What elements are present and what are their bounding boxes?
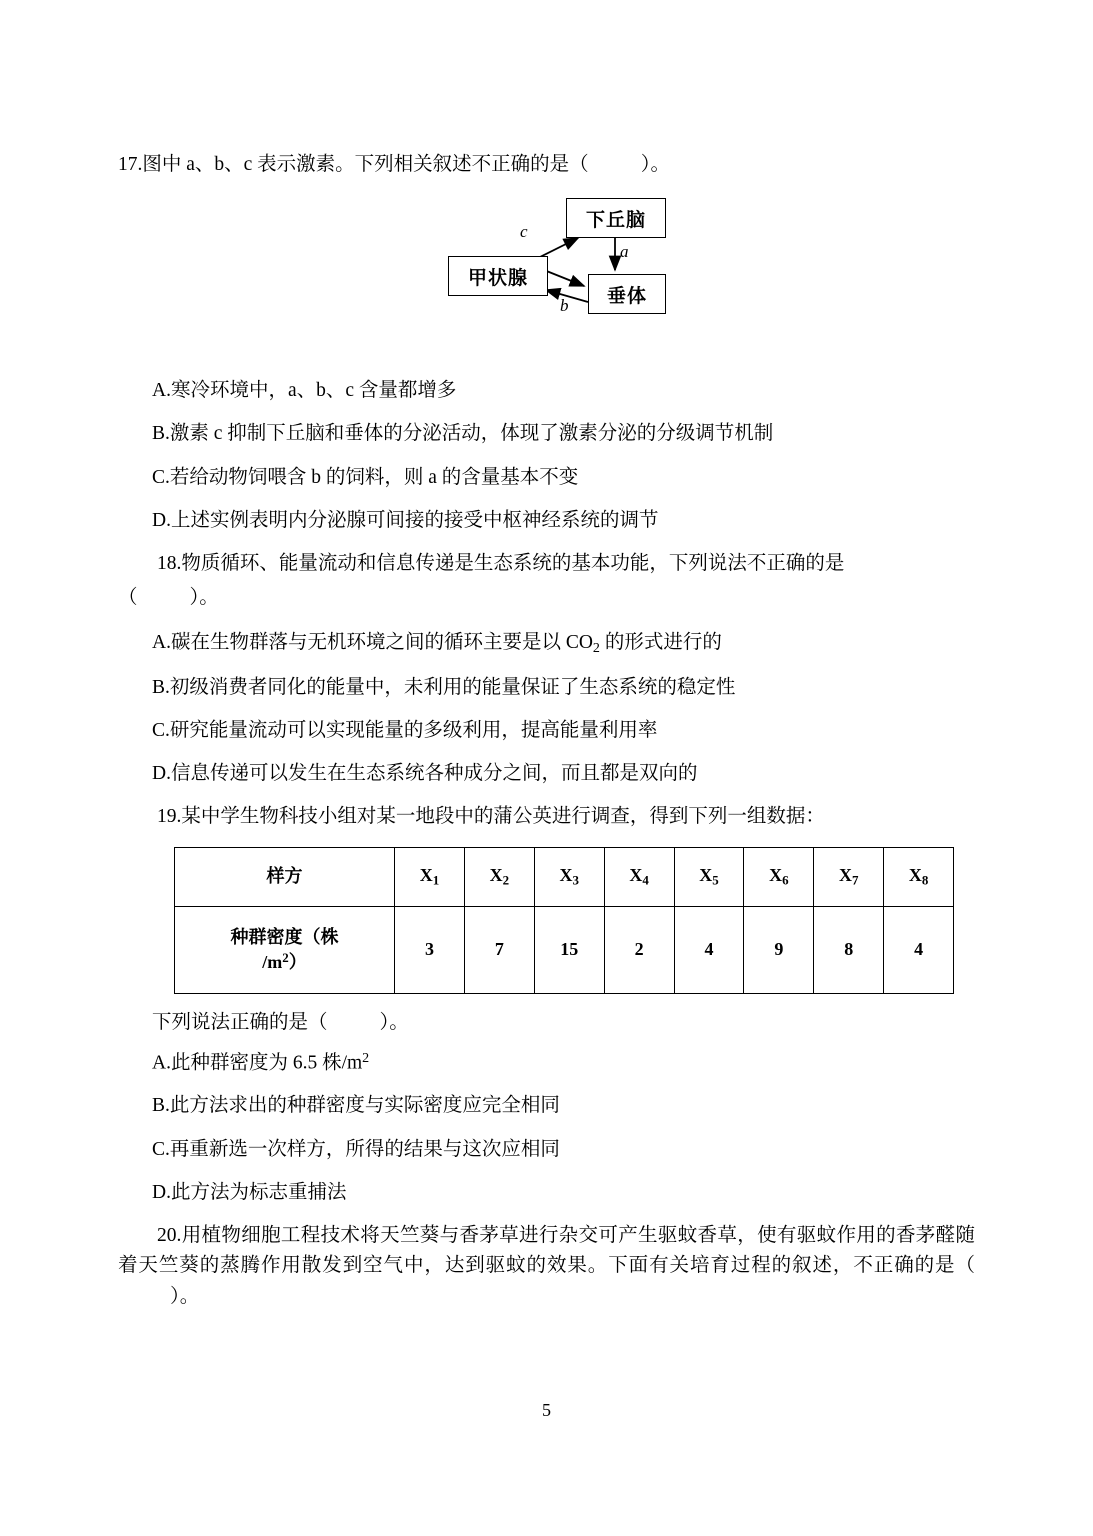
question-18-stem-text: 18.物质循环、能量流动和信息传递是生态系统的基本功能，下列说法不正确的是 [157, 553, 845, 575]
hormone-regulation-diagram [448, 194, 708, 354]
table-cell-x3: 15 [534, 906, 604, 993]
table-col-x5: $X_5$ [674, 847, 744, 906]
table-cell-x2: 7 [464, 906, 534, 993]
page-number: 5 [542, 1400, 551, 1420]
question-19-substem-tail: ）。 [379, 1011, 409, 1033]
question-20-stem-text: 20.用植物细胞工程技术将天竺葵与香茅草进行杂交可产生驱蚊香草，使有驱蚊作用的香茅醛随着天竺葵的蒸腾作用散发到空气中，达到驱蚊的效果。下面有关培育过程的叙述，不正确的是（ [118, 1225, 975, 1277]
question-19-substem [118, 1008, 975, 1038]
question-17-stem-tail: ）。 [640, 154, 670, 175]
diagram-node-hypothalamus: 下丘脑 [566, 198, 666, 238]
question-18-stem [118, 549, 975, 579]
table-cell-x8: 4 [884, 906, 954, 993]
table-col-x3: $X_3$ [534, 847, 604, 906]
table-cell-x4: 2 [604, 906, 674, 993]
table-col-x8: $X_8$ [884, 847, 954, 906]
question-17-option-b: B.激素 c 抑制下丘脑和垂体的分泌活动，体现了激素分泌的分级调节机制 [152, 423, 774, 445]
question-18-option-d: D.信息传递可以发生在生态系统各种成分之间，而且都是双向的 [152, 763, 698, 785]
diagram-label-b: b [560, 296, 569, 316]
question-18-stem-tail2: ）。 [189, 587, 219, 609]
question-17-stem-text: 17.图中 a、b、c 表示激素。下列相关叙述不正确的是（ [118, 154, 589, 175]
table-row [175, 847, 954, 906]
question-19-option-a: A.此种群密度为 6.5 株$/m^2$ [152, 1049, 370, 1074]
table-col-x2: $X_2$ [464, 847, 534, 906]
question-20-stem-tail: ）。 [170, 1285, 200, 1307]
question-17-option-a: A.寒冷环境中，a、b、c 含量都增多 [152, 380, 457, 402]
question-18-stem-continued [118, 583, 975, 613]
question-19-substem-text: 下列说法正确的是（ [152, 1011, 328, 1033]
table-cell-x6: 9 [744, 906, 814, 993]
question-20-stem [118, 1221, 975, 1312]
diagram-label-c: c [520, 222, 528, 242]
question-17-stem [118, 150, 975, 180]
table-cell-x5: 4 [674, 906, 744, 993]
question-19-option-c: C.再重新选一次样方，所得的结果与这次应相同 [152, 1138, 560, 1160]
table-cell-x7: 8 [814, 906, 884, 993]
question-19-option-d: D.此方法为标志重捕法 [152, 1181, 347, 1203]
question-18-option-a: A.碳在生物群落与无机环境之间的循环主要是以 $CO_2$ 的形式进行的 [152, 631, 722, 656]
question-18-stem-tail: （ [118, 587, 138, 609]
table-col-x1: $X_1$ [395, 847, 465, 906]
table-cell-x1: 3 [395, 906, 465, 993]
table-col-x4: $X_4$ [604, 847, 674, 906]
table-header-sample: 样方 [175, 847, 395, 906]
table-row [175, 906, 954, 993]
table-col-x6: $X_6$ [744, 847, 814, 906]
table-header-density: 种群密度（株 $/m^2$） [175, 906, 395, 993]
question-17-option-c: C.若给动物饲喂含 b 的饲料，则 a 的含量基本不变 [152, 466, 579, 488]
diagram-label-a: a [620, 242, 629, 262]
question-18-option-b: B.初级消费者同化的能量中，未利用的能量保证了生态系统的稳定性 [152, 676, 736, 698]
population-density-table [174, 847, 954, 994]
table-col-x7: $X_7$ [814, 847, 884, 906]
hormone-regulation-diagram-wrapper [118, 194, 975, 364]
diagram-node-pituitary: 垂体 [588, 274, 666, 314]
question-19-stem: 19.某中学生物科技小组对某一地段中的蒲公英进行调查，得到下列一组数据： [157, 806, 825, 828]
question-19-option-b: B.此方法求出的种群密度与实际密度应完全相同 [152, 1095, 560, 1117]
question-18-option-c: C.研究能量流动可以实现能量的多级利用，提高能量利用率 [152, 719, 658, 741]
diagram-node-thyroid: 甲状腺 [448, 256, 548, 296]
question-17-option-d: D.上述实例表明内分泌腺可间接的接受中枢神经系统的调节 [152, 509, 659, 531]
